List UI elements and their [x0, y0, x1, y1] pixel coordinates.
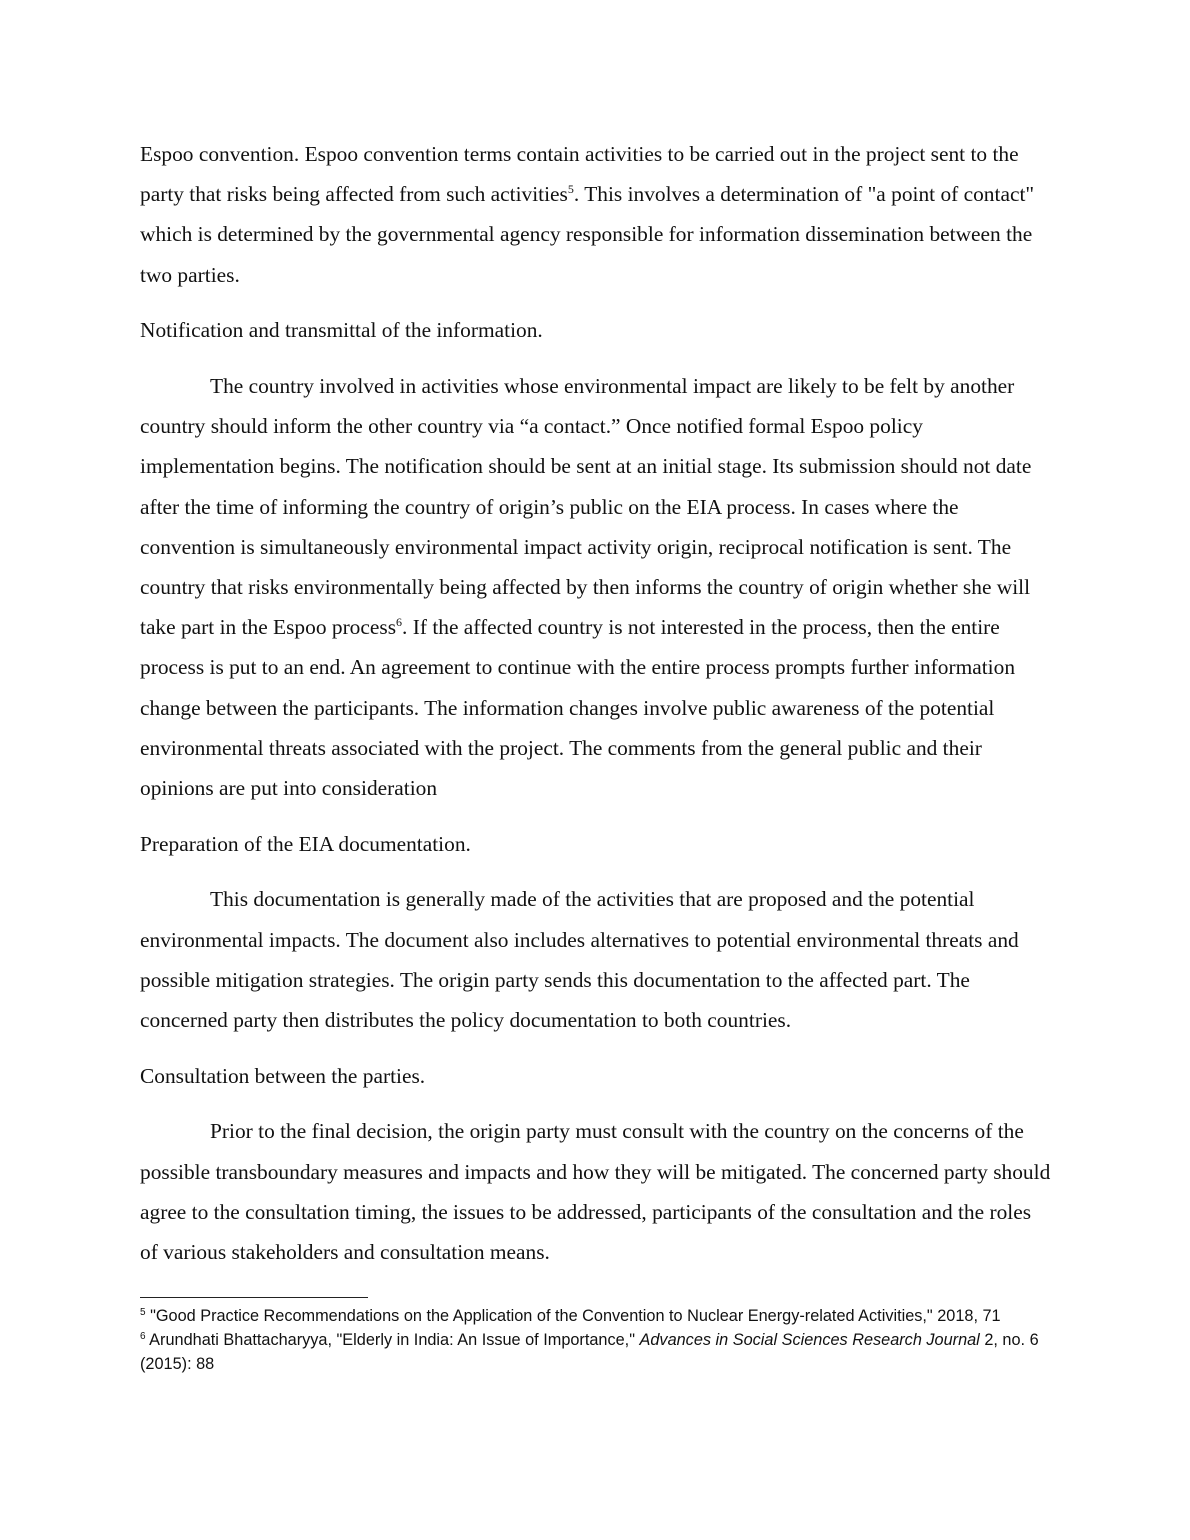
paragraph-text: . If the affected country is not interested in the process, then the entire process is put to an end. An agreement to continue with the entire process prompts further information change between the participants. The information changes involve public awareness of the potential environmental threats associated with the project. The comments from the general public and their opinions are put into consideration: [140, 615, 1016, 801]
paragraph-text: The country involved in activities whose environmental impact are likely to be felt by another country should inform the other country via “a contact.” Once notified formal Espoo policy implementation begins. The notification should be sent at an initial stage. Its submission should not date after the time of informing the country of origin’s public on the EIA process. In cases where the convention is simultaneously environmental impact activity origin, reciprocal notification is sent. The country that risks environmentally being affected by then informs the country of origin whether she will take part in the Espoo process: [140, 374, 1032, 640]
footnote-6-citation: 2, no. 6 (2015): 88: [140, 1331, 1039, 1373]
section-heading-notification: Notification and transmittal of the information.: [140, 318, 543, 343]
footnote-reference-6[interactable]: 6: [396, 615, 403, 630]
paragraph-text: Espoo convention. Espoo convention terms contain activities to be carried out in the project sent to the party that risks being affected from such activities: [140, 142, 1019, 207]
paragraph-preparation: This documentation is generally made of the activities that are proposed and the potential environmental impacts. The document also includes alternatives to potential environmental threats and possible mitigation strategies. The origin party sends this documentation to the affected part. The concerned party then distributes the policy documentation to both countries.: [140, 887, 1019, 1033]
paragraph-notification: [140, 366, 1052, 808]
footnote-6-text: Arundhati Bhattacharyya, "Elderly in India: An Issue of Importance,": [145, 1331, 640, 1349]
document-body: [140, 134, 1052, 1288]
footnote-6: [140, 1328, 1052, 1376]
paragraph-text: . This involves a determination of "a point of contact" which is determined by the governmental agency responsible for information dissemination between the two parties.: [140, 182, 1035, 287]
footnote-5-text: "Good Practice Recommendations on the Application of the Convention to Nuclear Energy-related Activities," 2018, 71: [145, 1307, 1001, 1325]
footnote-marker-5: 5: [140, 1307, 146, 1318]
section-heading-preparation: Preparation of the EIA documentation.: [140, 831, 471, 856]
footnote-6-journal-title: Advances in Social Sciences Research Journal: [639, 1331, 980, 1349]
paragraph-espoo-convention: [140, 134, 1052, 295]
section-heading-consultation: Consultation between the parties.: [140, 1063, 426, 1088]
footnote-marker-6: 6: [140, 1331, 146, 1342]
footnote-5: [140, 1304, 1052, 1328]
footnote-reference-5[interactable]: 5: [567, 182, 574, 197]
paragraph-consultation: Prior to the final decision, the origin party must consult with the country on the concerns of the possible transboundary measures and impacts and how they will be mitigated. The concerned party should agree to the consultation timing, the issues to be addressed, participants of the consultation and the roles of various stakeholders and consultation means.: [140, 1119, 1051, 1265]
footnotes-section: [140, 1304, 1052, 1376]
footnote-separator: [140, 1297, 368, 1298]
